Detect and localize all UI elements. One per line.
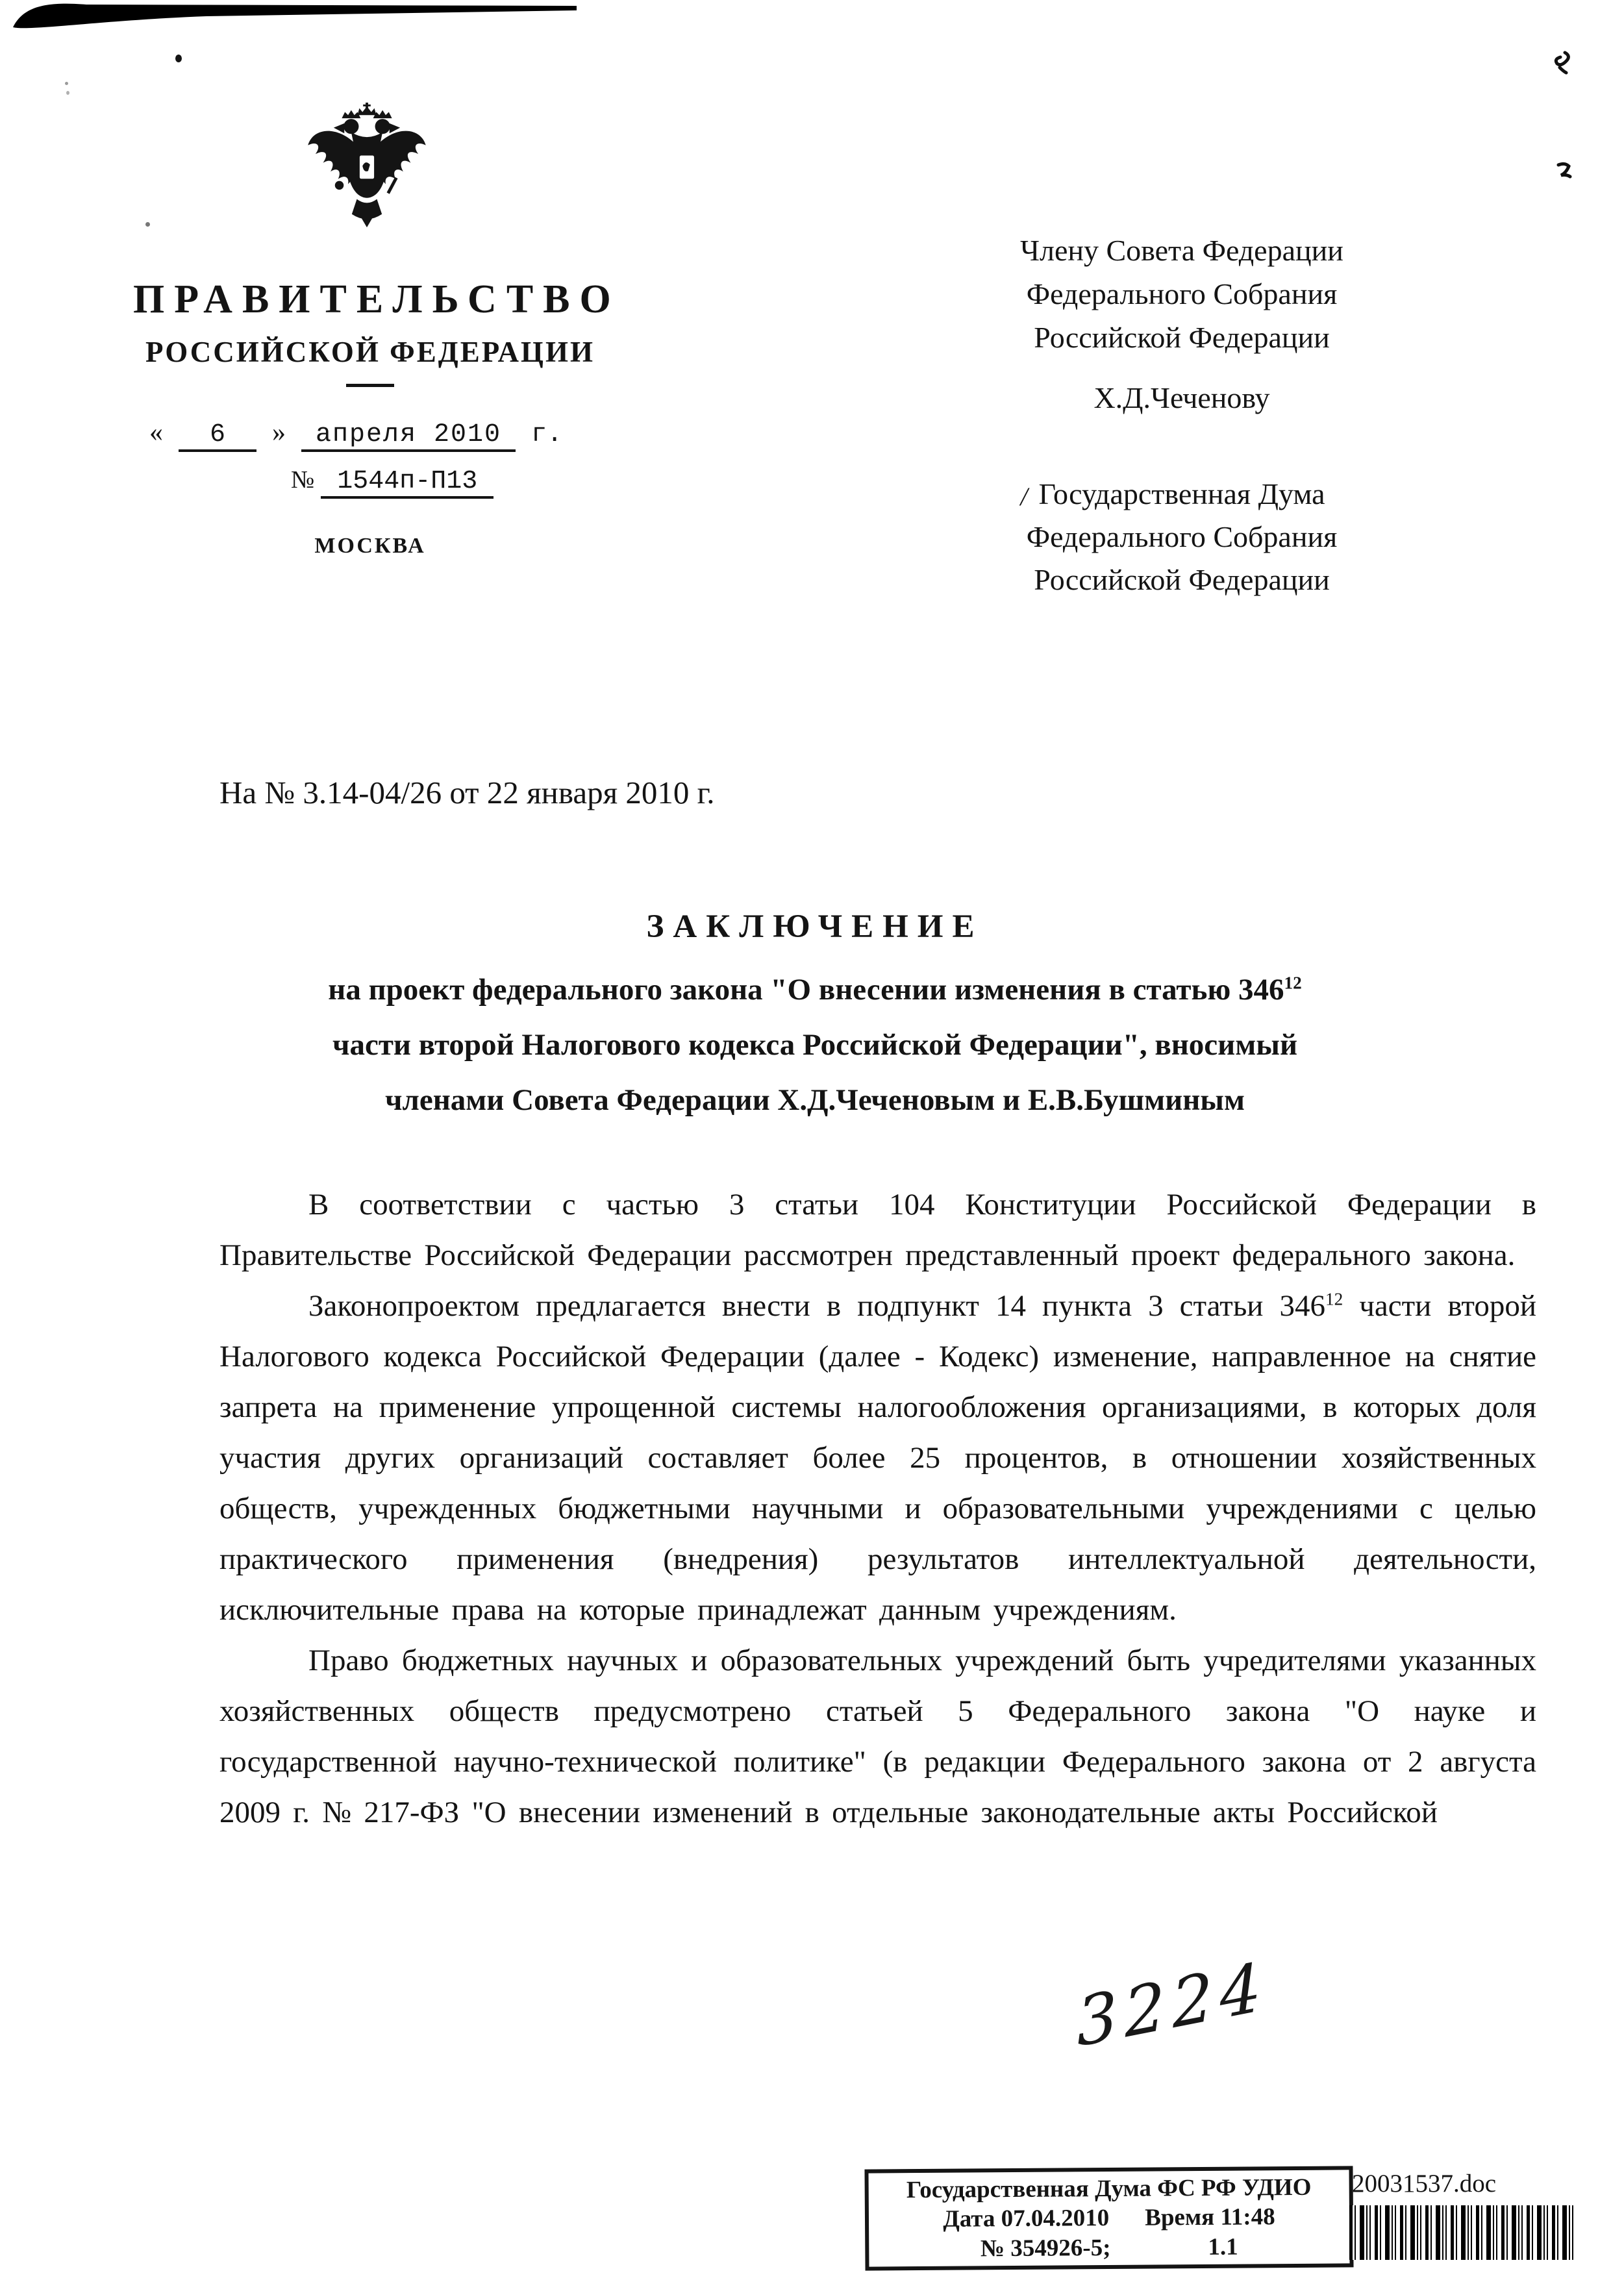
- paragraph-1: В соответствии с частью 3 статьи 104 Конституции Российской Федерации в Правительстве Российской Федерации рассмотрен представленный проект федерального закона.: [219, 1188, 1536, 1272]
- handwritten-margin-mark: [1555, 160, 1574, 186]
- stamp-version: 1.1: [1208, 2233, 1238, 2261]
- stamp-time: Время 11:48: [1145, 2203, 1275, 2232]
- reference-line: На № 3.14-04/26 от 22 января 2010 г.: [219, 775, 715, 810]
- ink-slash-mark: /: [1020, 482, 1028, 511]
- city-label: МОСКВА: [314, 534, 426, 558]
- subtitle-line-1: на проект федерального закона "О внесении изменения в статью $346^{12}$: [328, 973, 1302, 1007]
- paragraph-3: Право бюджетных научных и образовательных учреждений быть учредителями указанных хозяйственных обществ предусмотрено статьей 5 Федерального закона "О науке и государственной научно-технической политике" (в редакции Федерального закона от 2 августа 2009 г. № 217-ФЗ "О внесении изменений в отдельные законодательные акты Российской: [219, 1644, 1536, 1829]
- document-number-row: [291, 464, 493, 499]
- barcode-filename-label: 20031537.doc: [1352, 2170, 1497, 2198]
- registration-stamp: [864, 2166, 1353, 2270]
- addressee-org-line: Федерального Собрания: [1026, 520, 1338, 553]
- body-text: [219, 1179, 1536, 1838]
- ink-speck: [175, 55, 182, 62]
- org-name-line2: РОССИЙСКОЙ ФЕДЕРАЦИИ: [145, 336, 595, 368]
- handwritten-margin-mark: [1552, 49, 1571, 79]
- letterhead: [133, 277, 621, 387]
- document-title: ЗАКЛЮЧЕНИЕ: [646, 908, 984, 945]
- subtitle-line-3: членами Совета Федерации Х.Д.Чеченовым и Е.В.Бушминым: [384, 1083, 1245, 1117]
- letterhead-divider: [346, 384, 394, 387]
- date-suffix: г.: [531, 420, 563, 449]
- document-date-row: [149, 417, 617, 452]
- addressee-line: Члену Совета Федерации: [1020, 234, 1343, 267]
- subtitle-line-2: части второй Налогового кодекса Российской Федерации", вносимый: [332, 1028, 1298, 1062]
- addressee-line: Российской Федерации: [1034, 321, 1330, 354]
- stamp-date: Дата 07.04.2010: [943, 2205, 1110, 2233]
- superscript: 12: [1325, 1289, 1343, 1309]
- org-name-line1: ПРАВИТЕЛЬСТВО: [133, 277, 621, 321]
- addressee-org-block: [977, 473, 1386, 601]
- scan-artifact-bar: [5, 0, 590, 37]
- ink-speck: [66, 91, 69, 95]
- barcode: [1349, 2205, 1574, 2260]
- ink-speck: [65, 82, 68, 85]
- superscript: 12: [1284, 973, 1302, 993]
- paragraph-2: Законопроектом предлагается внести в подпункт 14 пункта 3 статьи $346^{12}$ части второй Налогового кодекса Российской Федерации (далее - Кодекс) изменение, направленное на снятие запрета на применение упрощенной системы налогообложения организациями, в которых доля участия других организаций составляет более 25 процентов, в отношении хозяйственных обществ, учрежденных бюджетными научными и образовательными учреждениями с целью практического применения (внедрения) результатов интеллектуальной деятельности, исключительные права на которые принадлежат данным учреждениям.: [219, 1289, 1536, 1627]
- stamp-date-time-line: [943, 2203, 1275, 2234]
- quote-close: »: [272, 418, 286, 447]
- date-month-year-value: апреля 2010: [301, 420, 516, 452]
- handwritten-number: 3224: [1074, 1947, 1269, 2063]
- addressee-org-line-wrap: [1020, 473, 1325, 516]
- ink-speck: [145, 222, 150, 227]
- date-day-value: 6: [179, 420, 256, 452]
- addressee-org-line: Российской Федерации: [1034, 563, 1330, 596]
- number-sign: №: [291, 466, 315, 494]
- russian-coat-of-arms-icon: [300, 103, 434, 247]
- addressee-org-line: Государственная Дума: [1038, 477, 1325, 510]
- stamp-number-line: [981, 2233, 1238, 2262]
- addressee-line: Федерального Собрания: [1026, 277, 1338, 310]
- stamp-org-line: Государственная Дума ФС РФ УДИО: [906, 2174, 1312, 2204]
- document-number-value: 1544п-П13: [321, 467, 493, 499]
- stamp-number: № 354926-5;: [980, 2234, 1111, 2262]
- addressee-block: [977, 229, 1386, 359]
- addressee-name: Х.Д.Чеченову: [1093, 381, 1270, 414]
- quote-open: «: [149, 418, 163, 447]
- document-subtitle: [214, 962, 1416, 1128]
